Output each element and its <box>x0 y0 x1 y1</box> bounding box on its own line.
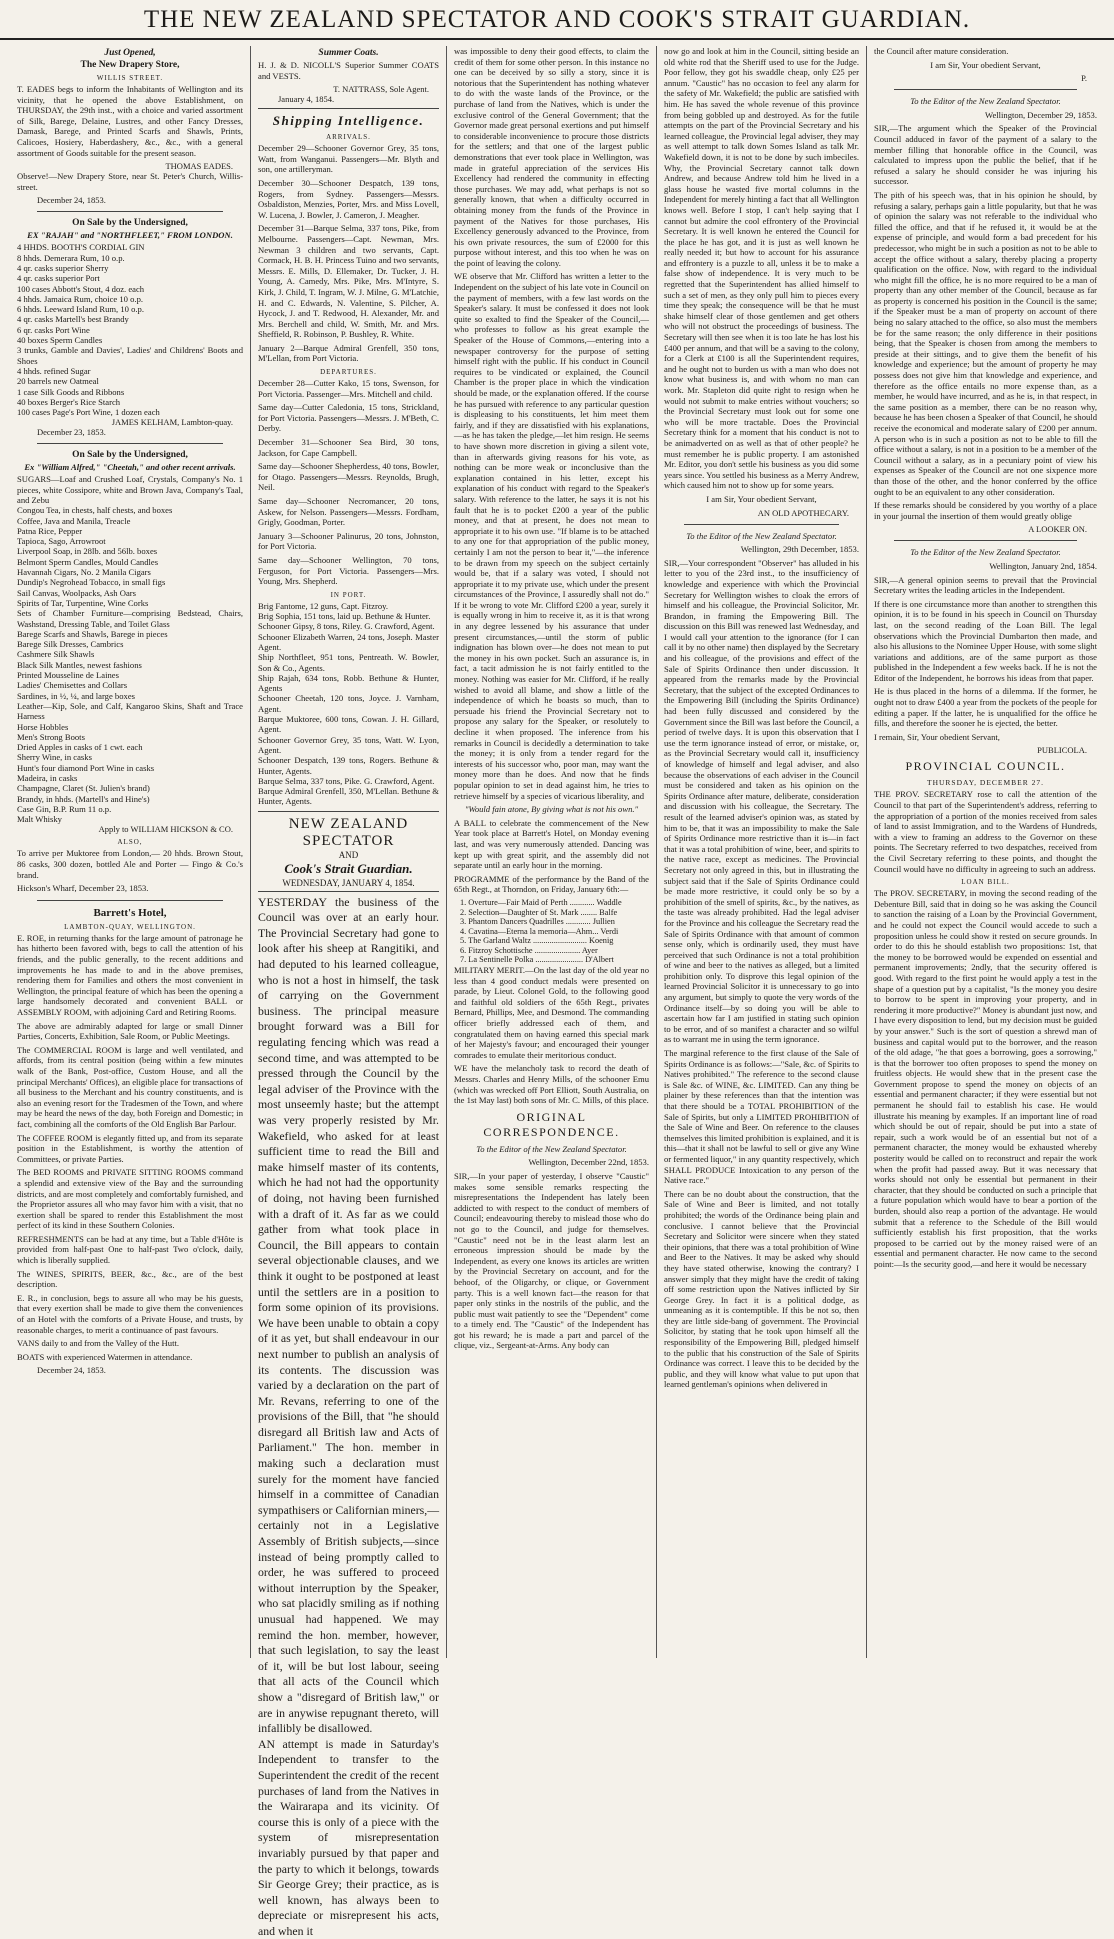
stock-item: Horse Hobbles <box>17 721 69 732</box>
ad-hotel-heading: Barrett's Hotel, <box>93 906 167 919</box>
stock-item: Dundip's Negrohead Tobacco, in small figs <box>17 577 166 588</box>
stock-item: Sardines, in ½, ¼, and large boxes <box>17 690 135 701</box>
letter-paragraph: He is thus placed in the horns of a dilemma. If the former, he ought not to draw £400 a year from the pockets of the people for editing a paper. If the latter, he is unqualified for the office he fills, and therefore the sooner he is ejected, the better. <box>874 686 1097 729</box>
stock-item: 4 hhds. refined Sugar <box>17 365 91 376</box>
council-title: PROVINCIAL COUNCIL. <box>905 759 1066 774</box>
column-2 <box>250 46 446 1938</box>
ad-hickson-also: ALSO, <box>117 838 143 847</box>
letter-to: To the Editor of the New Zealand Spectator. <box>910 547 1061 558</box>
military-merit: MILITARY MERIT.—On the last day of the old year no less than 4 good conduct medals were presented on parade, by Lieut. Colonel Gold, to the following good and faithful old soldiers of the 65th Regt., privates Bernard, Phillips, Mee, and Desmond. The commanding officer briefly addressed each of them, and congratulated them on having earned this special mark of her Majesty's favour; and encouraged their younger comrades to emulate their meritorious conduct. <box>454 965 649 1060</box>
masthead-title: THE NEW ZEALAND SPECTATOR AND COOK'S STRAIT GUARDIAN. <box>143 6 971 33</box>
stock-item: Belmont Sperm Candles, Mould Candles <box>17 556 159 567</box>
inport-entry: Brig Fantome, 12 guns, Capt. Fitzroy. <box>258 600 389 611</box>
departure-entry: Same day—Schooner Necromancer, 20 tons, Askew, for Nelson. Passengers—Messrs. Fordham, Grigly, Goodman, Porter. <box>258 496 439 528</box>
divider <box>37 211 223 212</box>
inport-entry: Barque Admiral Grenfell, 350, M'Lellan. Bethune & Hunter, Agents. <box>258 786 439 807</box>
letter-body: SIR,—In your paper of yesterday, I observe "Caustic" makes some sensible remarks respecting the misrepresentations the Independent has lately been addicted to with respect to the conduct of members of Council; endeavouring thereby to mislead those who do not go to the Council, and judge for themselves. "Caustic" need not be in the least alarm lest an erroneous impression should be made by the Independent, as every one knows its articles are written by the Provincial Secretary on account, and for the behoof, of the Oligarchy, or clique, or Government party. This is a well known fact—the reason for that paper only stinks in the nostrils of the public, and the public must wait patiently to see the "Dependent" come to a timely end. The "Caustic" of the Independent has got his reward; he is made a part and parcel of the clique, viz., Sergeant-at-Arms. Any body can <box>454 1170 649 1351</box>
inport-entry: Schooner Despatch, 139 tons, Rogers. Bethune & Hunter, Agents. <box>258 755 439 776</box>
hotel-paragraph: The COFFEE ROOM is elegantly fitted up, and from its separate position in the Establishment, is worthy the attention of Committees, or private Parties. <box>17 1132 243 1164</box>
letter-body <box>874 575 1097 743</box>
ad-kelham-list <box>17 242 243 417</box>
stock-item: 100 cases Abbott's Stout, 4 doz. each <box>17 283 145 294</box>
inport-entry: Schooner Cheetah, 120 tons, Joyce. J. Varnham, Agent. <box>258 693 439 714</box>
paper-subtitle: Cook's Strait Guardian. <box>284 860 413 876</box>
ad-hickson-signature: Apply to WILLIAM HICKSON & CO. <box>98 824 233 835</box>
letter-to: To the Editor of the New Zealand Spectator. <box>910 96 1061 107</box>
stock-item: Havannah Cigars, No. 2 Manila Cigars <box>17 567 151 578</box>
letter-paragraph: The marginal reference to the first clause of the Sale of Spirits Ordinance is as follows:—"Sale, &c. of Spirits to Natives prohibited." The reference to the second clause is Sale &c. of WINE, &c. LIMITED. Can any thing be plainer by these references than that the intention was that there should be a TOTAL PROHIBITION of the Sale of Spirits, but only a LIMITED PROHIBITION of the Sale of Wine and Beer. On reference to the clauses themselves this limited prohibition is explained, and it is this—that it shall not be lawful to sell or give any Wine or fermented liquor," in any quantity respectively, which SHALL PRODUCE Intoxication to any person of the Native race." <box>664 1048 859 1186</box>
stock-item: Brandy, in hhds. (Martell's and Hine's) <box>17 793 150 804</box>
hotel-paragraph: VANS daily to and from the Valley of the Hutt. <box>17 1338 179 1349</box>
letter-paragraph: SIR,—Your correspondent "Observer" has alluded in his letter to you of the 23rd inst., to the insufficiency of knowledge and experience with which the Provincial Secretary for Wellington wishes to cloak the errors of himself and his colleague, the Provincial Solicitor, Mr. Brandon, in framing the Empowering Bill. The discussion on this Bill was renewed last Wednesday, and I would call your attention to the ignorance (for I can call it by no other name) then displayed by the Secretary and his colleague, of the provisions and effect of the Sale of Spirits Ordinance then under discussion. It appeared from the remarks made by the Provincial Secretary, that the subject of the excepted Ordinances to the Empowering Bill (including the Spirits Ordinance) had been fully discussed and considered by the Government since the Bill was last before the Council, a period of twelve days. It is upon this observation that I use the term ignorance instead of error, or mistake, or, as the Provincial Secretary would call it, insufficiency of knowledge of himself and legal adviser, and also because the observations of each adviser in the Council must be considered and taken as his opinion on the Spirits Ordinance after mature, deliberate, consideration and discussion with his colleague, the Secretary. The result of the learned adviser's opinion was, as stated by him to be, that it was an impossibility to make the Sale of Spirits Ordinance more restrictive than it is—in fact that it was a total prohibition of wine, beer, and spirits to the native race, except as medicines. The Provincial Secretary not only agreed in this, but in illustrating the subject said that if the Sale of Spirits Ordinance could be made more restrictive, it could only be so by a prohibition of the smell of spirits, &c., by the natives, as the taste was already prohibited. Had the legal adviser for the Province and his colleague the Secretary read the Sale of Spirits Ordinance with that amount of common sense only, which is ordinarily used, they must have perceived that such Ordinance is not a total prohibition of wine and beer to the natives as alleged, but a limited prohibition only. To disprove this legal opinion of the learned Provincial Solicitor it is unnecessary to go into any argument, but simply to quote the very words of the Ordinance itself—by so doing you will be able to ascertain how far I am justified in stating such opinion to be error, and of so manifest a character and so wilful as to warrant me in using the term ignorance. <box>664 557 859 1045</box>
divider <box>37 900 223 901</box>
letter-signature: P. <box>1081 73 1087 84</box>
stock-item: 4 qr. casks Martell's best Brandy <box>17 314 129 325</box>
hotel-paragraph: The WINES, SPIRITS, BEER, &c., &c., are of the best description. <box>17 1268 243 1290</box>
hotel-paragraph: The BED ROOMS and PRIVATE SITTING ROOMS command a splendid and extensive view of the Bay and the surrounding districts, and are most completely and comfortably furnished, and the Proprietor assures all who may favor him with a visit, that no exertion shall be spared to render this Establishment the most perfect of its kind in these Southern Colonies. <box>17 1167 243 1231</box>
stock-item: Sets of Chamber Furniture—comprising Bedstead, Chairs, Washstand, Dressing Table, and Toilet Glass <box>17 608 243 629</box>
stock-item: Leather—Kip, Sole, and Calf, Kangaroo Skins, Shaft and Trace Harness <box>17 700 243 722</box>
divider <box>258 811 439 812</box>
letter-paragraph: I remain, Sir, Your obedient Servant, <box>874 731 1000 742</box>
arrivals-heading: ARRIVALS. <box>326 133 371 142</box>
stock-item: 20 barrels new Oatmeal <box>17 376 99 387</box>
leader-paragraph: YESTERDAY the business of the Council was over at an early hour. The Provincial Secretary had gone to look after his sheep at Rangitiki, and had deputed to his learned colleague, who is not a host in himself, the task of carrying on the Government business. The principal measure brought forward was a Bill for regulating fencing which was read a second time, and was attempted to be pressed through the Council by the legal adviser of the Province with the most unseemly haste; but the attempt was very properly resisted by Mr. Wakefield, who asked for at least sufficient time to read the Bill and make himself master of its contents, which he had not had the opportunity of doing, not having been furnished with a draft of it. As far as we could gather from what took place in Council, the Bill appears to contain several objectionable clauses, and we think it ought to be postponed at least until the settlers are in a position to form some opinion of its provisions. We have been unable to obtain a copy of it as yet, but shall endeavour in our next number to publish an analysis of its contents. The discussion was varied by a declaration on the part of Mr. Revans, referring to one of the provisions of the Bill, that "he should disregard all British law and Acts of Parliament." The hon. member in making such a declaration must surely for the moment have fancied himself in a committee of Canadian sympathisers or Californian miners,—certainly not in a Legislative Assembly of British subjects,—since instead of being promptly called to order, he was suffered to proceed without interruption by the Speaker, who sat placidly smiling as if nothing unusual had happened. We may remind the hon. member, however, that such legislation, to say the least of it, will be but lost labour, seeing that all acts of the Council which show a "disregard of British law," or are in anywise repugnant thereto, will infallibly be disallowed. <box>258 894 439 1736</box>
ad-hickson-also-text: To arrive per Muktoree from London,— 20 hhds. Brown Stout, 86 casks, 300 dozen, bottled Ale and Porter — Fingo & Co.'s brand. <box>17 848 243 880</box>
stock-item: 4 qr. casks superior Sherry <box>17 262 109 273</box>
letter-paragraph: SIR,—A general opinion seems to prevail that the Provincial Secretary writes the leading articles in the Independent. <box>874 574 1097 596</box>
death-notice: WE have the melancholy task to record the death of Messrs. Charles and Henry Mills, of the schooner Emu (which was wrecked off Port Elliott, South Australia, on the 1st May last) both sons of Mr. C. Mills, of this place. <box>454 1063 649 1106</box>
ad-drapery-body: T. EADES begs to inform the Inhabitants of Wellington and its vicinity, that he opened the above Establishment, on THURSDAY, the 29th inst., with a choice and varied assortment of Silk, Barege, Delaine, Lustres, and other Fancy Dresses, Damask, Barege, and Printed Scarfs and Shawls, Prints, Calicoes, Hosiery, Haberdashery, &c., &c., with a general assortment of Goods suitable for the present season. <box>17 84 243 158</box>
letter-paragraph: If these remarks should be considered by you worthy of a place in your journal the insertion of them would greatly oblige <box>874 500 1097 521</box>
divider <box>258 891 439 892</box>
column-1 <box>10 46 250 1658</box>
letter-signature: A LOOKER ON. <box>1028 524 1087 535</box>
stock-item: Malt Whisky <box>17 814 62 825</box>
ad-kelham-heading: On Sale by the Undersigned, <box>72 218 188 229</box>
programme-item: 6. Fitzroy Schottische ...................... Ayer <box>460 945 598 955</box>
divider <box>684 524 839 525</box>
letter-date: Wellington, December 22nd, 1853. <box>528 1157 649 1168</box>
stock-item: Dried Apples in casks of 1 cwt. each <box>17 742 143 753</box>
article-paragraph: was impossible to deny their good effects, to claim the credit of them for some other person. In this instance no one can be deceived by so silly a story, since it is notorious that the Superintendent has nothing whatever to do with the waste lands of the Province, or the purchase of land from the Natives, which is under the exclusive control of the General Government; that the Governor made great personal exertions and put himself to considerable inconvenience to procure those districts for the settlers; and that one of the largest public demonstrations that ever took place in Wellington, was made in grateful appreciation of the services His Excellency had rendered the community in effecting those purchases. We may add, what perhaps is not so generally known, that when a difficulty occurred in obtaining money from the funds of the Province in payment of the Natives for those purchases, His Excellency generously advanced to the Province, from his own private resources, the sum of £2000 for this purpose without interest, and this too when he was on the point of leaving the colony. <box>454 46 649 268</box>
divider <box>894 540 1077 541</box>
programme-item: 5. The Garland Waltz .......................... Koenig <box>460 936 614 946</box>
letter-body <box>874 123 1097 521</box>
hotel-paragraph: The above are admirably adapted for large or small Dinner Parties, Concerts, Exhibition, Sale Room, or Public Meetings. <box>17 1020 243 1042</box>
stock-item: 4 hhds. Jamaica Rum, choice 10 o.p. <box>17 293 144 304</box>
stock-item: 6 hhds. Leeward Island Rum, 10 o.p. <box>17 304 144 315</box>
ad-coats-signature: T. NATTRASS, Sole Agent. <box>333 84 429 95</box>
letter-paragraph: SIR,—The argument which the Speaker of the Provincial Council adduced in favor of the payment of a salary to the member filling that honorable office in the Council, was calculated to impress upon the public the belief, that if he refused a salary he should consider he was injuring his successor. <box>874 123 1097 187</box>
letter-body: now go and look at him in the Council, sitting beside an old white rod that the Sheriff used to use for the Judge. Poor fellow, they got his swaddle cheap, only £25 per annum. "Caustic" has no occasion to feel any alarm for the safety of Mr. Wakefield; the public are satisfied with him. He has saved the whole revenue of this province from being gobbled up and destroyed. As for the futile attempts on the part of the Provincial Secretary and his learned colleague, the Provincial legal adviser, they may as well attempt to talk down Somes Island as talk Mr. Wakefield down, it is not to be done by such imbeciles. Why, the Provincial Secretary cannot talk down Andrew, and because Andrew told him he lived in a glass house he wasted five mortal columns in the Independent for merely hinting a fact that all Wellington knows well. Before I stop, I can't help saying that I cannot but admire the cool effrontery of the Provincial Secretary. It is well known he entered the Council for the place he has got, and it is just as well known he really needed it; but how to account for his assurance and effrontery is a puzzle to all, unless it be to make a false show of independence. It is very much to be regretted that the Superintendent has allied himself to such a set of men, as they only pull him to pieces every time they speak; the consequence will be that he must shake himself clear of those gentlemen and get others who will not obstruct the proceedings of business. The Secretary will then see when it is too late he has lost his £400 per annum, and that will be a saving to the colony, for a Clerk at £100 is all the Superintendent requires, and he ought not to burden us with a man who does not know what business is, and with whom no man can work. Mr. Stapleton did quite right to resign when he would not submit to make entries without vouchers; so the Provincial Secretary must look out for some one who will be more tractable. Does the Provincial Secretary think for a moment that his conduct is not to be animadverted on as well as that of other people? he must remember he is public property. I am astonished Mr. Editor, you don't settle his business as you did some years since. You settled his business as a Merry Andrew, which caused him not to show up for some years. <box>664 46 859 491</box>
stock-item: 100 cases Page's Port Wine, 1 dozen each <box>17 407 160 418</box>
inport-entry: Barque Selma, 337 tons, Pike. G. Crawford, Agent. <box>258 775 435 786</box>
inport-heading: IN PORT. <box>330 590 367 599</box>
programme-item: 1. Overture—Fair Maid of Perth ............ Waddle <box>460 897 622 907</box>
column-4 <box>656 46 866 1658</box>
departure-entry: January 3—Schooner Palinurus, 20 tons, Johnston, for Port Victoria. <box>258 530 439 552</box>
ad-coats-heading: Summer Coats. <box>318 48 379 58</box>
letter-paragraph: The pith of his speech was, that in his opinion he should, by refusing a salary, perhaps gain a little popularity, but that he was of opinion the salary was not referable to the individual who filled the office, and that if he refused it, it would be at the expense of principle, and would form a bad precedent for his predecessor, who might be in such a position as not to be able to accept the office without a salary, thereby placing a property qualification on the office. Now, with regard to the individual who might fill the office, he is no more required to be a man of property than any other member of the Council, because as far as property is concerned his position in the Council is the same; if the Speaker must be a man of property on account of there being no salary attached to the office, so also must the members be for the same reason; the only difference in their positions being, that the Speaker is chosen from among the members to preside at their sittings, and to give them the benefit of his knowledge and experience; but the amount of property he may possess does not give him that knowledge and experience, and therefore as the office entails no more expense than, as a member, he would have incurred, and as he is, in that respect, in the same position as a member, there can be no reason why, because he has been chosen a Speaker of that Council, he should receive the economical and moderate salary of £200 per annum. A person who is in such a position as not to be able to fill the office without a salary, is not in a position to be a member of the Council without a salary, as in a pecuniary point of view his expenses as Speaker of the Council are not one sixpence more than those of the other, and the honor conferred by the office ought to be an equivalent to any other consideration. <box>874 189 1097 497</box>
inport-entry: Schooner Governor Grey, 35 tons, Watt. W. Lyon, Agent. <box>258 734 439 755</box>
programme-intro: PROGRAMME of the performance by the Band of the 65th Regt., at Thorndon, on Friday, January 6th:— <box>454 873 649 895</box>
inport-list <box>258 601 439 807</box>
paper-name: NEW ZEALAND SPECTATOR <box>288 815 409 849</box>
ad-hickson-heading: On Sale by the Undersigned, <box>72 450 188 461</box>
ad-coats-body: H. J. & D. NICOLL'S Superior Summer COATS and VESTS. <box>258 60 439 81</box>
leader-paragraph: AN attempt is made in Saturday's Independent to transfer to the Superintendent the credit of the recent purchases of land from the Natives in the Wairarapa and its vicinity. Of course this is only of a piece with the system of misrepresentation invariably pursued by that paper and the party to which it belongs, towards Sir George Grey; their practice, as is well known, has always been to depreciate or misrepresent his acts, and when it <box>258 1736 439 1938</box>
ad-drapery-subheading: The New Drapery Store, <box>80 60 180 70</box>
stock-item: Spirits of Tar, Turpentine, Wine Corks <box>17 597 149 608</box>
programme-item: 2. Selection—Daughter of St. Mark ........ Balfe <box>460 907 618 917</box>
council-date: THURSDAY, DECEMBER 27. <box>926 778 1045 788</box>
arrival-entry: December 29—Schooner Governor Grey, 35 tons, Watt, from Wanganui. Passengers—Mr. Blyth and son, one artilleryman. <box>258 143 439 175</box>
stock-item: Ladies' Chemisettes and Collars <box>17 680 128 691</box>
council-body: THE PROV. SECRETARY rose to call the attention of the Council to that part of the Superintendent's address, referring to the appropriation of a portion of the monies received from sales of land to assist Immigration, and to the Wardens of Hundreds, with a view to framing an address to the Governor on these points. The Secretary referred to two despatches, received from the Civil Secretary referring to these points, and thought the Council would have no difficulty in agreeing to such an address. <box>874 789 1097 874</box>
hotel-paragraph: BOATS with experienced Watermen in attendance. <box>17 1351 193 1362</box>
arrival-entry: December 31—Barque Selma, 337 tons, Pike, from Melbourne. Passengers—Capt. Newman, Mrs. Newman 3 children and two servants, Capt. Cormack, H. B. H. Princess Tuino and two servants, Messrs. E. Mills, D. Ellemaker, Dr. Tucker, J. H. Young, A. Camedy, Mrs. Pike, Mrs. M'Intyre, S. Kirk, J. Child, T. Ingram, W. J. Milne, G. M'Latchie, H. and C. Edwards, N. Valentine, S. Pilcher, A. Hycock, J. and T. Redwood, H. Alexander, Mr. and Mrs. Berchell and child, W. Smith, Mr. and Mrs. Sheffield, R. Robinson, P. Bushley, R. White. <box>258 223 439 340</box>
letter-signature: AN OLD APOTHECARY. <box>757 507 849 518</box>
divider <box>894 89 1077 90</box>
stock-item: Tapioca, Sago, Arrowroot <box>17 536 106 547</box>
shipping-title: Shipping Intelligence. <box>272 113 425 129</box>
programme-item: 3. Phantom Dancers Quadrilles ............ Jullien <box>460 917 615 927</box>
ad-hickson-list <box>17 474 243 824</box>
programme-item: 4. Cavatina—Eterna la memoria—Ahm... Verdi <box>460 926 619 936</box>
departure-entry: Same day—Schooner Shepherdess, 40 tons, Bowler, for Otago. Passengers—Messrs. Reynolds, Brugh, Neil. <box>258 461 439 493</box>
departures-list <box>258 378 439 587</box>
stock-item: Case Gin, B.P. Rum 11 o.p. <box>17 803 112 814</box>
masthead <box>0 0 1114 40</box>
stock-item: Sherry Wine, in casks <box>17 752 92 763</box>
divider <box>258 108 439 109</box>
stock-item: Madeira, in casks <box>17 773 78 783</box>
stock-item: 3 trunks, Gamble and Davies', Ladies' and Childrens' Boots and Shoes <box>17 345 243 366</box>
stock-item: 8 hhds. Demerara Rum, 10 o.p. <box>17 252 125 263</box>
stock-item: Barege Silk Dresses, Cambrics <box>17 639 124 650</box>
departures-heading: DEPARTURES. <box>320 368 377 377</box>
letter-date: Wellington, 29th December, 1853. <box>740 544 859 555</box>
loan-heading: LOAN BILL. <box>961 878 1010 887</box>
arrival-entry: December 30—Schooner Despatch, 139 tons, Rogers, from Sydney. Passengers—Messrs. Osbaldiston, Menzies, Porter, Mrs. and Miss Lovell, W. Lucena, J. Bowler, J. Cameron, J. Meagher. <box>258 177 439 220</box>
ad-hotel-body <box>17 933 243 1363</box>
stock-item: Champagne, Claret (St. Julien's brand) <box>17 783 150 794</box>
stock-item: Barege Scarfs and Shawls, Barege in pieces <box>17 628 168 639</box>
stock-item: Hunt's four diamond Port Wine in casks <box>17 762 155 773</box>
stock-item: Cashmere Silk Shawls <box>17 649 95 660</box>
stock-item: Congou Tea, in chests, half chests, and boxes <box>17 505 173 516</box>
stock-item: Printed Mousseline de Laines <box>17 670 119 681</box>
letter-closing: I am Sir, Your obedient Servant, <box>706 493 817 504</box>
inport-entry: Barque Muktoree, 600 tons, Cowan. J. H. Gillard, Agent. <box>258 714 439 735</box>
loan-body: The PROV. SECRETARY, in moving the second reading of the Debenture Bill, said that in doing so he was asking the Council to sanction the raising of a Loan by the Provincial Government, and he could not expect the Council would accede to such a proposition unless he could show it rested on secure grounds. In order to do this he should establish two propositions: 1st, that the money to be borrowed would be expended on essential and permanent improvements; 2ndly, that the security offered is good. With regard to the first point he would apply a test in the shape of a question put by a capitalist, "Is the money you desire to borrow to be spent in improving your property, and in rendering it more productive?" Money is abundant just now, and I have every disposition to lend, but my decision must be guided by your answer." Such is the sort of question a shrewd man of business and capital would put to the borrower, and the reason of the old adage, "he that goes a borrowing, goes a sorrowing," is that the borrower too often proposes to spend the money on fruitless objects. He would shew that in the present case the Government propose to spend the money on objects of an essential and permanent character; if they were essential but not permanent he should fail to establish his case. He would illustrate his meaning by examples. If an important line of road which should be out of repair, should be put into a state of repair, such a work would be of an essential but not of a permanent character, the money would be exhausted whereby posterity would be called on to reconstruct and repair the work when the profit had passed away. But it was necessary that works should not only be essential but permanent in their character, that they should be conducted on such a principle that a future population which would have to bear a portion of the burden, should also reap a portion of the advantage. He would submit that a reference to the Schedule of the Bill would sufficiently establish his first proposition, that the works proposed to be carried out by the money raised were of an essential and permanent character. He now came to the second point:—Is the security good,—and here it would be necessary <box>874 888 1097 1269</box>
departure-entry: December 31—Schooner Sea Bird, 30 tons, Jackson, for Cape Campbell. <box>258 437 439 458</box>
ad-drapery-date: December 24, 1853. <box>37 195 106 206</box>
ad-kelham-date: December 23, 1853. <box>37 427 106 438</box>
arrival-entry: January 2—Barque Admiral Grenfell, 350 tons, M'Lellan, from Port Victoria. <box>258 342 439 364</box>
stock-item: Black Silk Mantles, newest fashions <box>17 659 142 670</box>
departure-entry: December 28—Cutter Kako, 15 tons, Swenson, for Port Victoria. Passenger—Mrs. Mitchell and child. <box>258 378 439 399</box>
arrivals-list <box>258 143 439 364</box>
ad-kelham-signature: JAMES KELHAM, Lambton-quay. <box>111 417 233 428</box>
paper-and: AND <box>338 849 359 860</box>
hotel-paragraph: REFRESHMENTS can be had at any time, but a Table d'Hôte is provided from half-past One to half-past Two o'clock, daily, which is liberally supplied. <box>17 1233 243 1266</box>
ad-hickson-ex: Ex "William Alfred," "Cheetah," and other recent arrivals. <box>24 462 236 473</box>
inport-entry: Ship Rajah, 634 tons, Robb. Bethune & Hunter, Agents <box>258 672 439 694</box>
ad-drapery-heading: Just Opened, <box>104 48 156 58</box>
stock-item: Liverpool Soap, in 28lb. and 56lb. boxes <box>17 546 158 557</box>
letter-date: Wellington, December 29, 1853. <box>985 109 1097 120</box>
article-paragraph: WE observe that Mr. Clifford has written a letter to the Independent on the subject of his late vote in Council on the payment of members, with a few last words on the Speaker's salary. It must be confessed it does not look quite so exalted to find the Speaker of the Council,—who professes to follow as his great example the Speaker of the House of Commons,—entering into a newspaper controversy for the purpose of setting himself right with the public. If his conduct in Council requires to be vindicated or explained, the Council Chamber is the proper place in which the vindication should be made, or the explanation offered. If the course he has pursued with reference to any particular question is displeasing to his constituents, let him meet them fairly, and if they are dissatisfied with his explanations,—as he has taken the pledge,—let him resign. He seems to have shown more discretion in giving a silent vote, than in afterwards giving reasons for his vote, as nothing can be more weak or inconclusive than the explanation contained in his letter, except his explanation of his conduct with regard to the Speaker's salary. With reference to the latter, he says it is not his fault that he is to pocket £200 a year of the public money, and that at present, he does not mean to appropriate it to his own use. "If blame is to be attached to any one for that appropriation of the public money, certainly I am not the person to bear it,"—the inference to be drawn from my speech on the subject certainly would be, that if a salary was voted, I should not appropriate it to my private use, which under the present circumstances of the Province, I assuredly shall not do." If it be wrong to vote Mr. Clifford £200 a year, surely it is equally wrong in him to receive it, as it is that wrong in any degree lessened by his assurance that under present circumstances,—until the storm of public indignation has blown over—he does not mean to put the money in his own pocket. Such an assurance is, in fact, a tacit admission he is not fairly entitled to the money. Nothing was easier for Mr. Clifford, if he really wished to avoid all blame, and show a little of the independence of which he boasts so much, than to persuade his friend the Provincial Secretary not to propose any salary for the Speaker, or resolutely to decline it when proposed. The inference from his remarks in Council is decidedly a determination to take the money; it is only from a tender regard for the interests of his successor who, poor man, may want the money more than he does. And now that he finds popular opinion to set in dead against him, he tries to retrieve himself by a species of vicarious liberality, and <box>454 271 649 801</box>
page-columns <box>10 46 1104 1938</box>
stock-item: Men's Strong Boots <box>17 731 85 742</box>
hotel-paragraph: E. ROE, in returning thanks for the large amount of patronage he has hitherto been favored with, begs to call the attention of his friends, and the public generally, to the recent additions and improvements he has made to and in the above premises, rendering them for Families and others the most convenient in Wellington, the principal feature of which has been the opening a large handsomely decorated and convenient BALL or ASSEMBLY ROOM, with adjoining Card and Retiring Rooms. <box>17 932 243 1018</box>
ad-hickson-wharf: Hickson's Wharf, December 23, 1853. <box>17 883 149 894</box>
letter-body: the Council after mature consideration. <box>874 46 1009 56</box>
column-5 <box>866 46 1104 1658</box>
letter-paragraph: There can be no doubt about the construction, that the Sale of Wine and Beer is limited, and not totally prohibited; the words of the Ordinance being plain and conclusive. I cannot believe that the Provincial Secretary and Solicitor were sincere when they stated their opinions, that there was a total prohibition of Wine and Beer to the Natives. It may be asked why should they have stated otherwise, knowing the contrary? I answer simply that they might have the credit of taking off some restriction upon the Natives inflicted by Sir George Grey. In fact it is a political dodge, as unmeaning as it is contemptible. If this be not so, then they are little side-bang of government. The Provincial Solicitor, by stating that he took upon himself all the responsibility of the Empowering Bill, pledged himself to the public that his construction of the Sale of Spirits Ordinance was correct. I leave this to be decided by the public, and they will know what value to put upon that learned gentleman's opinions when delivered in <box>664 1188 859 1390</box>
leader-article <box>258 895 439 1939</box>
ad-hotel-date: December 24, 1853. <box>37 1365 106 1376</box>
inport-entry: Schooner Elizabeth Warren, 24 tons, Joseph. Master Agent. <box>258 631 439 652</box>
stock-item: 4 qr. casks superior Port <box>17 273 100 284</box>
column-3 <box>446 46 656 1658</box>
stock-item: 4 HHDS. BOOTH'S CORDIAL GIN <box>17 242 145 253</box>
inport-entry: Schooner Gipsy, 8 tons, Riley. G. Crawford, Agent. <box>258 621 435 632</box>
ad-drapery-observe: Observe!—New Drapery Store, near St. Peter's Church, Willis-street. <box>17 171 243 192</box>
stock-item: Coffee, Java and Manila, Treacle <box>17 515 131 526</box>
stock-item: 40 boxes Sperm Candles <box>17 335 103 346</box>
hotel-paragraph: The COMMERCIAL ROOM is large and well ventilated, and affords, from its central position (being within a few minutes walk of the Bank, Post-office, Custom House, and all the principal Merchants' Offices), an eligible place for transactions of all business to the Merchant and his country constituents, and is also an evening resort for the Tradesmen of the Town, and where may be heard the news of the day, both Foreign and Domestic; in fact, combining all the comforts of the Old English Bar Parlour. <box>17 1044 243 1129</box>
stock-item: 40 boxes Berger's Rice Starch <box>17 396 121 407</box>
letter-closing: I am Sir, Your obedient Servant, <box>930 59 1041 70</box>
ad-drapery-street: WILLIS STREET. <box>96 74 164 82</box>
inport-entry: Brig Sophia, 151 tons, laid up. Bethune & Hunter. <box>258 611 431 622</box>
departure-entry: Same day—Cutter Caledonia, 15 tons, Strickland, for Port Victoria. Passengers—Messrs. J. M'Beth, C. Derby. <box>258 402 439 434</box>
letter-body <box>664 558 859 1390</box>
programme-list <box>454 898 649 965</box>
ad-coats-date: January 4, 1854. <box>278 94 335 105</box>
stock-item: SUGARS—Loaf and Crushed Loaf, Crystals, Company's No. 1 pieces, white Cossipore, white and Brown Java, Company's Taal, and Zebu <box>17 474 243 505</box>
letter-paragraph: If there is one circumstance more than another to strengthen this opinion, it is to be found in his speech in Council on Thursday last, on the second reading of the Loan Bill. The legal observations which the Provincial Dumbarton then made, and also his allusions to the Nominee Upper House, with some slight variations and additions, are of the same purport as those published in the Independent a few weeks back. If he is not the Editor of the Independent, he borrows his ideas from that paper. <box>874 598 1097 683</box>
letter-signature: PUBLICOLA. <box>1037 745 1087 756</box>
hotel-paragraph: E. R., in conclusion, begs to assure all who may be his guests, that every exertion shall be made to give them the conveniences of an Hotel with the comforts of a Private House, and trusts, by reasonable charges, to merit a continuance of past favours. <box>17 1292 243 1335</box>
ad-hotel-subheading: LAMBTON-QUAY, WELLINGTON. <box>64 922 196 931</box>
departure-entry: Same day—Schooner Wellington, 70 tons, Ferguson, for Port Victoria. Passengers—Mrs. Young, Mrs. Shepherd. <box>258 554 439 587</box>
divider <box>37 443 223 444</box>
stock-item: 1 case Silk Goods and Ribbons <box>17 386 125 397</box>
ball-notice: A BALL to celebrate the commencement of the New Year took place at Barrett's Hotel, on Monday evening last, and was very numerously attended. Dancing was kept up with great spirit, and the assembly did not separate until an early hour in the morning. <box>454 817 649 871</box>
stock-item: 6 qr. casks Port Wine <box>17 324 90 335</box>
letter-date: Wellington, January 2nd, 1854. <box>989 560 1097 571</box>
correspondence-title: ORIGINAL CORRESPONDENCE. <box>483 1109 620 1139</box>
paper-date: WEDNESDAY, JANUARY 4, 1854. <box>282 877 415 888</box>
letter-to: To the Editor of the New Zealand Spectator. <box>686 530 837 541</box>
stock-item: Sail Canvas, Woolpacks, Ash Oars <box>17 587 136 598</box>
stock-item: Patna Rice, Pepper <box>17 525 83 536</box>
programme-item: 7. La Sentinelle Polka ....................... D'Albert <box>460 955 614 965</box>
ad-drapery-signature: THOMAS EADES. <box>165 161 233 172</box>
ad-kelham-ex: EX "RAJAH" and "NORTHFLEET," FROM LONDON. <box>27 230 233 241</box>
letter-to: To the Editor of the New Zealand Spectator. <box>476 1143 627 1154</box>
inport-entry: Ship Northfleet, 951 tons, Pentreath. W. Bowler, Son & Co., Agents. <box>258 652 439 673</box>
verse: "Would fain atone, By giving what is not his own." <box>464 804 639 815</box>
